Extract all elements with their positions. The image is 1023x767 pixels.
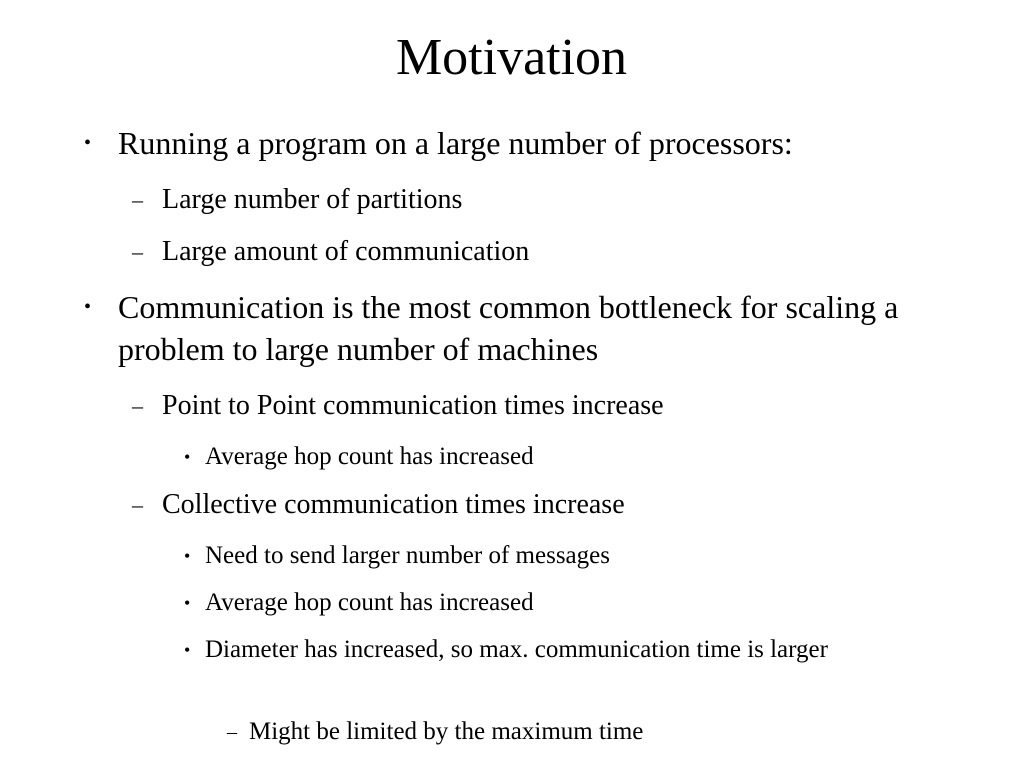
bullet-text: Large amount of communication — [162, 236, 530, 267]
bullet-dot: • — [184, 640, 191, 660]
bullet-dot: • — [184, 546, 191, 566]
bullet-dash: – — [132, 187, 143, 212]
bullet-dash: – — [132, 393, 143, 418]
bullet-text: Running a program on a large number of processors: — [118, 125, 793, 161]
bullet-text: Might be limited by the maximum time — [249, 718, 644, 745]
bullet-text: Point to Point communication times increase — [162, 390, 664, 421]
bullet-text: Diameter has increased, so max. communication time is larger — [205, 636, 828, 663]
bullet-text: Average hop count has increased — [205, 443, 534, 470]
bullet-dash: – — [227, 721, 237, 743]
bullet-dot: • — [184, 447, 191, 467]
bullet-dash: – — [132, 239, 143, 264]
bullet-text: Average hop count has increased — [205, 589, 534, 616]
slide-title: Motivation — [395, 29, 628, 86]
bullet-text: Collective communication times increase — [162, 489, 625, 520]
bullet-dot: • — [84, 296, 92, 318]
bullet-text: Communication is the most common bottleneck for scaling a problem to large number of machines — [118, 289, 899, 367]
bullet-text: Need to send larger number of messages — [205, 542, 610, 569]
bullet-text: Large number of partitions — [162, 184, 463, 215]
bullet-dash: – — [132, 492, 143, 517]
bullet-dot: • — [84, 132, 92, 154]
bullet-dot: • — [184, 593, 191, 613]
